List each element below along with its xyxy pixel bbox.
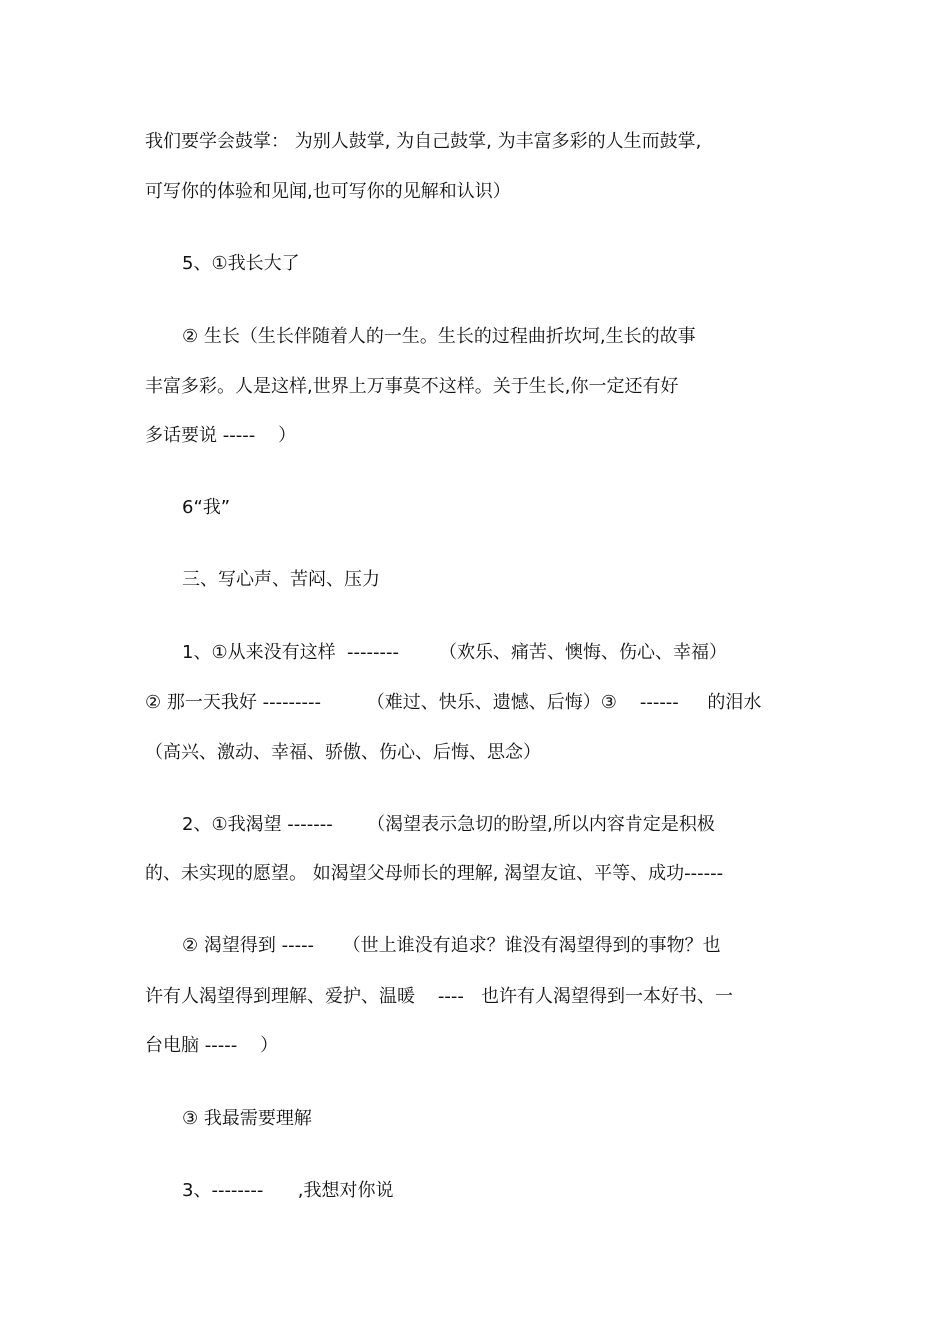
text-line: 台电脑 ----- ） [145,1035,279,1056]
text-line: （高兴、激动、幸福、骄傲、伤心、后悔、思念） [145,742,541,763]
text-line: 可写你的体验和见闻,也可写你的见解和认识） [145,181,511,202]
text-line: 丰富多彩。人是这样,世界上万事莫不这样。关于生长,你一定还有好 [145,376,679,397]
text-line: ③ 我最需要理解 [182,1108,312,1129]
text-line: 1、①从来没有这样 -------- （欢乐、痛苦、懊悔、伤心、幸福） [182,642,728,663]
text-line: 许有人渴望得到理解、爱护、温暖 ---- 也许有人渴望得到一本好书、一 [145,986,734,1007]
text-line: 我们要学会鼓掌： 为别人鼓掌, 为自己鼓掌, 为丰富多彩的人生而鼓掌, [145,131,702,152]
text-line: 3、-------- ,我想对你说 [182,1180,394,1201]
text-line: ② 那一天我好 --------- （难过、快乐、遗憾、后悔）③ ------ 的泪水 [145,692,762,713]
text-line: 的、未实现的愿望。 如渴望父母师长的理解, 渴望友谊、平等、成功------ [145,863,724,884]
text-line: ② 渴望得到 ----- （世上谁没有追求？谁没有渴望得到的事物？也 [182,935,721,956]
text-line: 5、①我长大了 [182,253,300,274]
text-line: 6“我” [182,497,231,518]
text-line: ② 生长（生长伴随着人的一生。生长的过程曲折坎坷,生长的故事 [182,326,696,347]
section-heading: 三、写心声、苦闷、压力 [182,569,380,590]
text-line: 多话要说 ----- ） [145,425,297,446]
text-line: 2、①我渴望 ------- （渴望表示急切的盼望,所以内容肯定是积极 [182,814,715,835]
